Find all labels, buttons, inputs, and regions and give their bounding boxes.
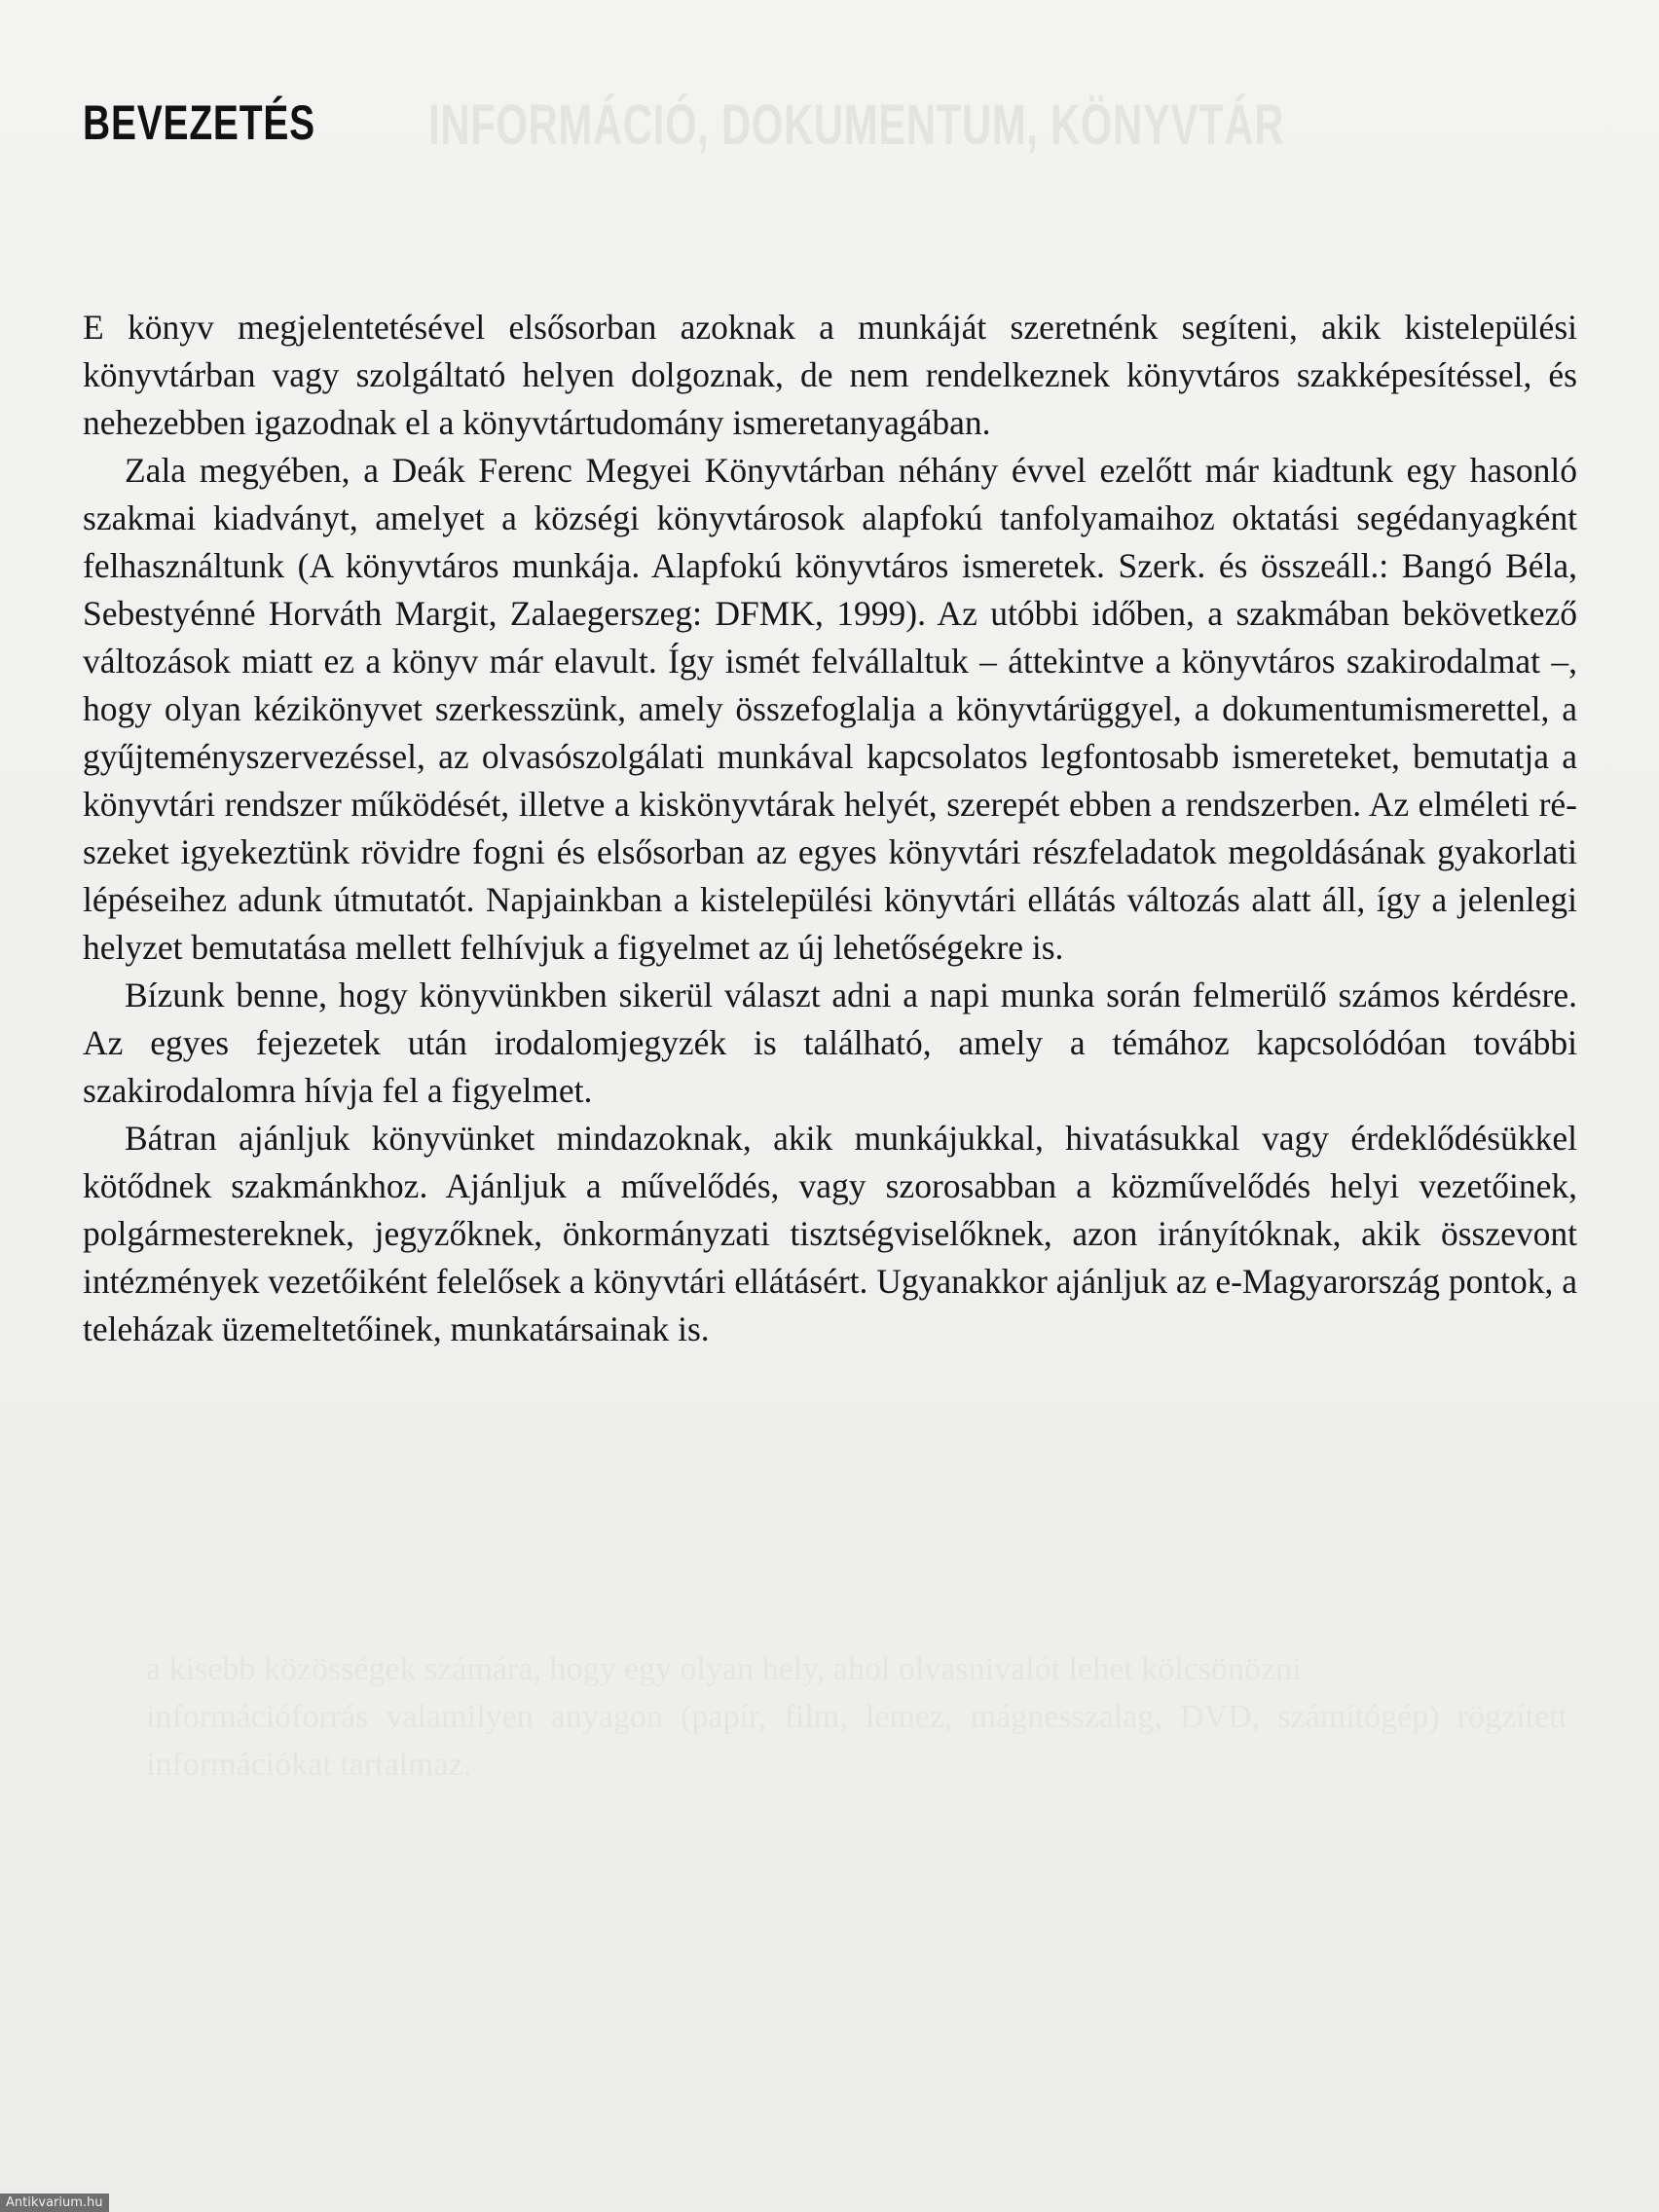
show-through-paragraph: információforrás valamilyen anyagon (papír, film, lemez, mágnesszalag, DVD, számítógép) rögzített információkat tartalmaz. (146, 1699, 1567, 1783)
paragraph-zala: Zala megyében, a Deák Ferenc Megyei Könyvtárban néhány évvel ezelőtt már kiadtunk egy hasonló szakmai kiadványt, amelyet a községi könyvtárosok alapfokú tanfolyamaihoz oktatási segédanyagként felhasználtunk (A könyvtáros munkája. Alapfokú könyvtáros ismeretek. Szerk. és összeáll.: Bangó Béla, Sebestyénné Horváth Margit, Zalaegerszeg: DFMK, 1999). Az utóbbi időben, a szakmában bekövetkező változások miatt ez a könyv már elavult. Így ismét felvállaltuk – áttekintve a könyvtáros szakirodalmat –, hogy olyan kézikönyvet szerkesszünk, amely összefoglalja a könyvtárüggyel, a dokumentumismerettel, a gyűjteményszervezéssel, az olvasószolgálati munkával kapcsolatos legfontosabb ismereteket, bemutatja a könyvtári rendszer működését, illetve a kiskönyvtárak helyét, szerepét ebben a rendszerben. Az elméleti részeket igyekeztünk rövidre fogni és elsősorban az egyes könyvtári részfeladatok megoldásának gyakorlati lépéseihez adunk útmutatót. Napjainkban a kistelepülési könyvtári ellátás változás alatt áll, így a jelenlegi helyzet bemutatása mellett felhívjuk a figyelmet az új lehetőségekre is. (83, 451, 1577, 967)
watermark-label: Antikvarium.hu (0, 2194, 109, 2212)
show-through-heading: INFORMÁCIÓ, DOKUMENTUM, KÖNYVTÁR (428, 93, 1285, 157)
paragraph-recommend: Bátran ajánljuk könyvünket mindazoknak, akik munkájukkal, hivatásukkal vagy érdeklődésükkel kötődnek szakmánkhoz. Ajánljuk a művelődés, vagy szorosabban a közművelődés helyi vezetőinek, polgármestereknek, jegyzőknek, önkormányzati tisztségviselőknek, azon irányítóknak, akik összevont intézmények vezetőiként felelősek a könyvtári ellátásért. Ugyanakkor ajánljuk az e-Magyarország pontok, a teleházak üzemeltetőinek, munkatársainak is. (83, 1119, 1577, 1348)
paragraph-trust: Bízunk benne, hogy könyvünkben sikerül választ adni a napi munka során felmerülő számos kérdésre. Az egyes fejezetek után irodalomjegyzék is található, amely a témához kapcsolódóan további szakirodalomra hívja fel a figyelmet. (83, 976, 1577, 1110)
show-through-paragraph: a kisebb közösségek számára, hogy egy olyan hely, ahol olvasnivalót lehet kölcsönözni (146, 1651, 1302, 1687)
body-text (83, 304, 1577, 1353)
chapter-heading: BEVEZETÉS (83, 95, 315, 150)
show-through-text (146, 1645, 1567, 1788)
paragraph-intro: E könyv megjelentetésével elsősorban azoknak a munkáját szeretnénk segíteni, akik kistelepülési könyvtárban vagy szolgáltató helyen dolgoznak, de nem rendelkeznek könyvtáros szakképesítéssel, és nehezebben igazodnak el a könyvtártudomány ismeretanyagában. (83, 308, 1577, 442)
